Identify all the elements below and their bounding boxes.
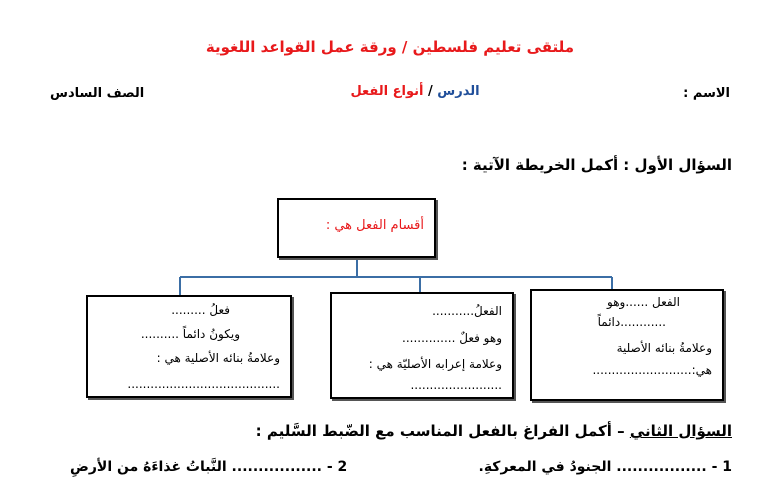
map-box-line: وعلامةُ بنائه الأصلية <box>616 341 712 355</box>
grade-label: الصف السادس <box>50 86 145 101</box>
map-box-line: وهو فعلٌ .............. <box>402 331 502 345</box>
map-box-middle <box>330 292 514 399</box>
lesson-label: الدرس <box>437 84 480 99</box>
map-box-line: ........................................ <box>127 377 280 391</box>
map-box-line: وعلامة إعرابه الأصليّة هي : <box>368 357 502 371</box>
lesson-topic: أنواع الفعل <box>350 84 424 99</box>
map-box-line: الفعل ......وهو <box>607 295 680 309</box>
map-box-right <box>530 289 724 401</box>
question-two-label: السؤال الثاني <box>629 422 732 440</box>
map-box-line: فعلُ ......... <box>171 303 230 317</box>
map-main-text: أقسام الفعل هي : <box>325 218 424 233</box>
exercise-item: 1 - ................. الجنودُ في المعركةِ. <box>478 459 732 475</box>
map-box-line: ويكونُ دائماً .......... <box>140 327 240 341</box>
question-two-instruction: – أكمل الفراغ بالفعل المناسب مع الضّبط السَّليم : <box>255 422 630 440</box>
name-label: الاسم : <box>683 86 730 101</box>
question-two-title <box>256 422 732 440</box>
question-one-title: السؤال الأول : أكمل الخريطة الآتية : <box>461 156 732 174</box>
map-box-left <box>86 295 292 398</box>
worksheet-title: ملتقى تعليم فلسطين / ورقة عمل القواعد اللغوية <box>205 38 575 56</box>
map-box-line: هي:.......................... <box>592 363 712 377</box>
map-main-box <box>277 198 436 258</box>
map-box-line: الفعلُ........... <box>432 304 502 318</box>
map-box-line: وعلامةُ بنائه الأصلية هي : <box>156 351 280 365</box>
lesson-separator: / <box>423 84 438 99</box>
exercise-item: 2 - ................. النَّباتُ غذاءَهُ من الأرضِ <box>70 459 348 475</box>
map-box-line: ........................ <box>410 378 502 392</box>
map-box-line: ............دائماً <box>597 315 666 329</box>
